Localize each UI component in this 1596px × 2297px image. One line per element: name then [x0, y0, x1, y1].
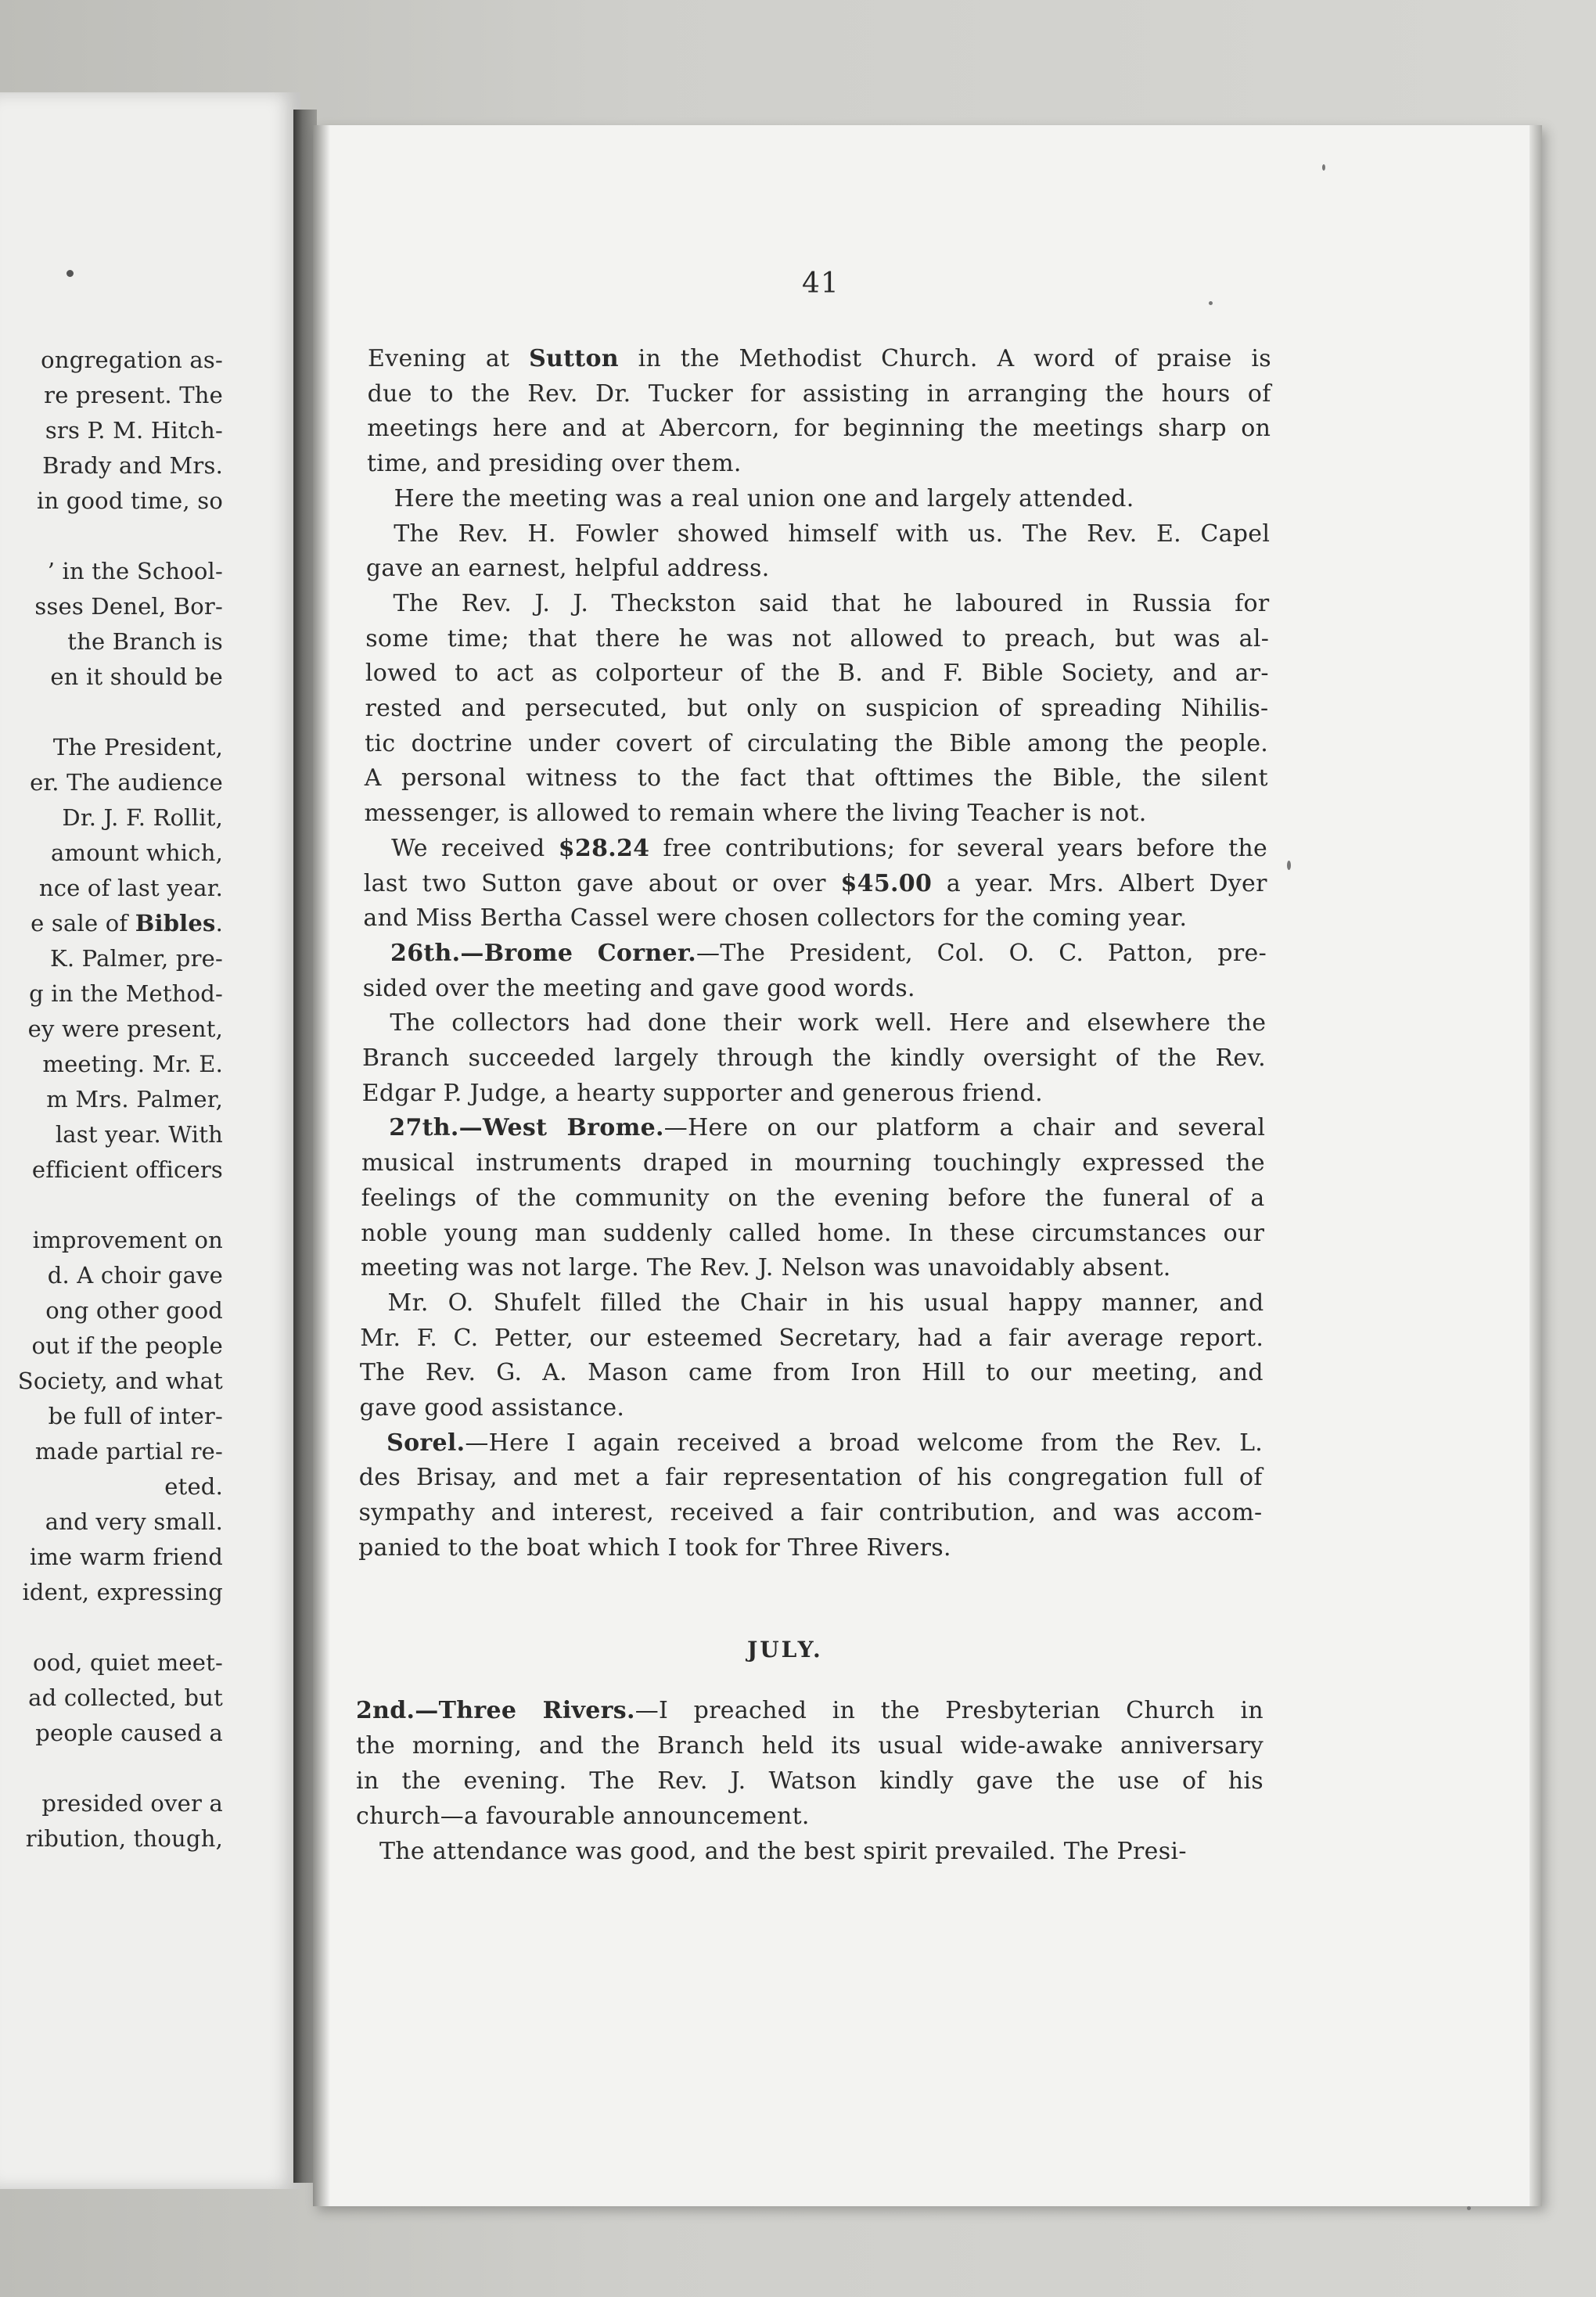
body-line: the morning, and the Branch held its usual wide-awake anniversary	[356, 1732, 1264, 1760]
body-line: rested and persecuted, but only on suspicion of spreading Nihilis-	[365, 695, 1269, 722]
body-line: panied to the boat which I took for Three Rivers.	[358, 1533, 951, 1562]
left-page-line: people caused a	[35, 1720, 223, 1746]
page-edge	[1530, 125, 1542, 2206]
left-page-line: eted.	[164, 1473, 223, 1500]
left-page-line: meeting. Mr. E.	[42, 1051, 223, 1077]
body-line: 2nd.—Three Rivers.—I preached in the Presbyterian Church in	[356, 1697, 1264, 1724]
body-line: sympathy and interest, received a fair contribution, and was accom-	[358, 1499, 1263, 1527]
body-line: in the evening. The Rev. J. Watson kindly gave the use of his	[356, 1767, 1264, 1795]
left-page-line: Brady and Mrs.	[42, 452, 223, 479]
body-line: due to the Rev. Dr. Tucker for assisting in arranging the hours of	[367, 379, 1271, 408]
body-line: Edgar P. Judge, a hearty supporter and generous friend.	[361, 1079, 1043, 1107]
body-line: The collectors had done their work well. Here and elsewhere the	[390, 1009, 1267, 1037]
left-page-line: en it should be	[50, 663, 223, 690]
left-page-line: er. The audience	[30, 769, 223, 796]
left-page-line: in good time, so	[36, 487, 223, 514]
left-page-line: ongregation as-	[41, 347, 223, 373]
body-line: meeting was not large. The Rev. J. Nelson was unavoidably absent.	[360, 1254, 1171, 1282]
left-page-line: Dr. J. F. Rollit,	[62, 804, 223, 831]
left-page-line: ong other good	[45, 1297, 223, 1324]
body-line: and Miss Bertha Cassel were chosen collectors for the coming year.	[363, 904, 1188, 933]
left-page-line: re present. The	[44, 382, 223, 408]
body-line: some time; that there he was not allowed to preach, but was al-	[365, 624, 1270, 652]
left-page-line: ribution, though,	[25, 1825, 223, 1852]
left-page-line: m Mrs. Palmer,	[46, 1086, 223, 1113]
left-page-line: ey were present,	[27, 1015, 223, 1042]
left-page-line: be full of inter-	[48, 1403, 223, 1429]
body-line: des Brisay, and met a fair representation of his congregation full of	[358, 1464, 1263, 1492]
left-page-line: efficient officers	[31, 1156, 223, 1183]
scan-speck	[1322, 164, 1325, 171]
body-line: gave good assistance.	[359, 1394, 625, 1422]
left-page-line: presided over a	[41, 1790, 223, 1817]
body-line: lowed to act as colporteur of the B. and F. Bible Society, and ar-	[365, 660, 1269, 688]
left-page-line: g in the Method-	[29, 980, 223, 1007]
left-page-line: made partial re-	[34, 1438, 223, 1465]
left-page-line: sses Denel, Bor-	[34, 593, 223, 620]
body-line: The Rev. G. A. Mason came from Iron Hill to our meeting, and	[359, 1359, 1264, 1387]
body-line: time, and presiding over them.	[366, 450, 742, 478]
body-line: We received $28.24 free contributions; for several years before the	[391, 834, 1268, 862]
body-line: The Rev. H. Fowler showed himself with us. The Rev. E. Capel	[394, 519, 1271, 548]
body-line: 27th.—West Brome.—Here on our platform a chair and several	[389, 1114, 1266, 1142]
left-page-line: ime warm friend	[29, 1544, 223, 1570]
body-line: Here the meeting was a real union one and largely attended.	[394, 484, 1134, 512]
body-line: noble young man suddenly called home. In these circumstances our	[361, 1219, 1265, 1247]
body-line: meetings here and at Abercorn, for beginning the meetings sharp on	[367, 415, 1271, 443]
scan-speck	[1209, 301, 1213, 305]
left-page-line: srs P. M. Hitch-	[45, 417, 223, 444]
left-page-line: amount which,	[51, 839, 223, 866]
left-page-line: last year. With	[55, 1121, 223, 1148]
body-line: Sorel.—Here I again received a broad welcome from the Rev. L.	[386, 1429, 1264, 1457]
scan-speck	[1467, 2206, 1471, 2210]
body-line: A personal witness to the fact that ofttimes the Bible, the silent	[364, 764, 1268, 793]
body-line: gave an earnest, helpful address.	[365, 555, 770, 583]
body-line: Branch succeeded largely through the kindly oversight of the Rev.	[362, 1044, 1266, 1072]
body-line: last two Sutton gave about or over $45.00 a year. Mrs. Albert Dyer	[363, 869, 1267, 897]
body-line: The attendance was good, and the best spirit prevailed. The Presi-	[379, 1838, 1187, 1865]
left-page-line: Society, and what	[17, 1368, 223, 1394]
left-page-line: and very small.	[45, 1508, 223, 1535]
left-page-line: e sale of Bibles.	[31, 910, 223, 936]
left-page-line: ident, expressing	[22, 1579, 223, 1605]
scan-speck	[1287, 861, 1291, 870]
scan-speck	[66, 270, 74, 277]
left-page-line: ad collected, but	[28, 1684, 223, 1711]
body-line: tic doctrine under covert of circulating the Bible among the people.	[365, 729, 1269, 757]
left-page-line: d. A choir gave	[47, 1262, 223, 1289]
body-line: Mr. O. Shufelt filled the Chair in his usual happy manner, and	[387, 1289, 1264, 1317]
body-line: messenger, is allowed to remain where the living Teacher is not.	[364, 800, 1147, 828]
left-page-line: nce of last year.	[38, 875, 223, 901]
section-heading: JULY.	[747, 1637, 823, 1663]
body-line: church—a favourable announcement.	[356, 1803, 810, 1830]
body-line: Evening at Sutton in the Methodist Church. A word of praise is	[368, 345, 1271, 372]
left-page-line: The President,	[52, 734, 223, 760]
page-number: 41	[802, 268, 839, 300]
body-line: feelings of the community on the evening before the funeral of a	[361, 1184, 1265, 1212]
body-line: The Rev. J. J. Theckston said that he laboured in Russia for	[393, 589, 1270, 617]
body-line: musical instruments draped in mourning touchingly expressed the	[361, 1149, 1265, 1177]
left-page-line: improvement on	[32, 1227, 223, 1253]
left-page-line: K. Palmer, pre-	[49, 945, 223, 972]
left-page-line: out if the people	[31, 1332, 223, 1359]
left-page-line: ’ in the School-	[47, 558, 223, 584]
body-line: Mr. F. C. Petter, our esteemed Secretary, had a fair average report.	[360, 1324, 1264, 1352]
left-page-line: the Branch is	[67, 628, 223, 655]
body-line: sided over the meeting and gave good words.	[362, 974, 915, 1002]
body-line: 26th.—Brome Corner.—The President, Col. O. C. Patton, pre-	[390, 939, 1267, 967]
left-page-line: ood, quiet meet-	[33, 1649, 223, 1676]
